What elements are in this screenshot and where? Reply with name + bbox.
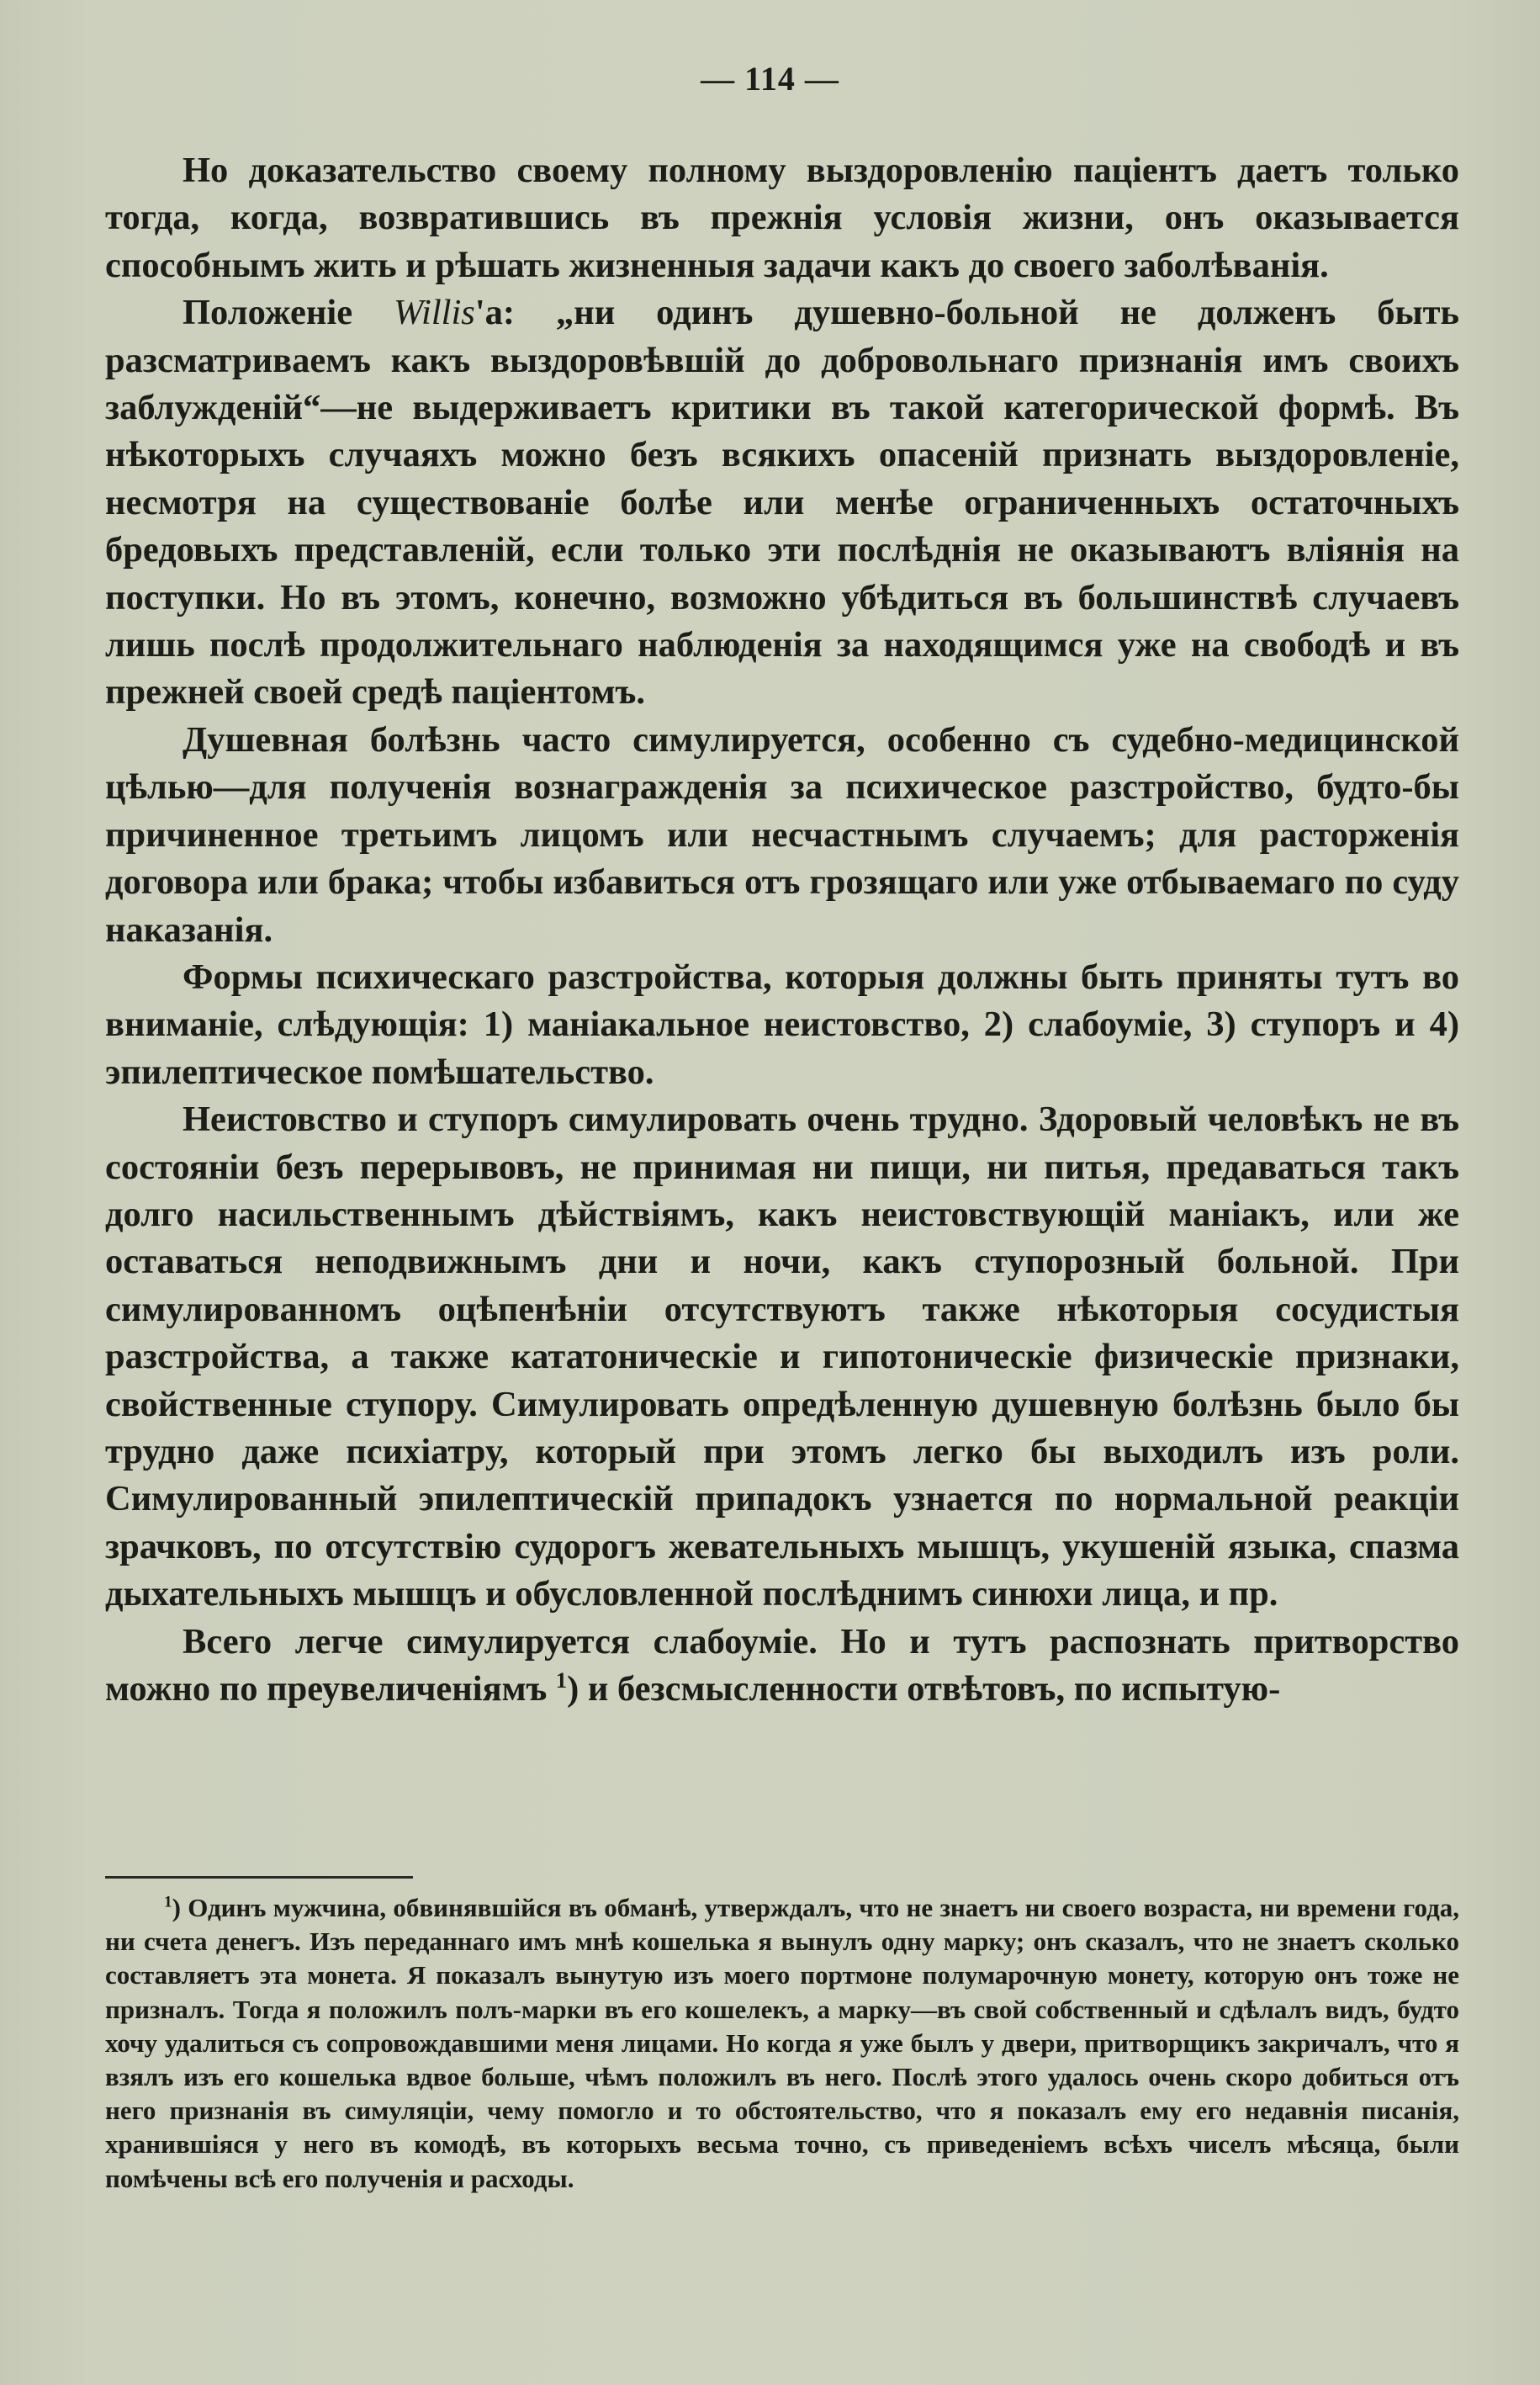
main-text <box>105 147 1459 1713</box>
paragraph-2-start: Положеніе <box>183 293 394 333</box>
paragraph-2 <box>105 289 1459 717</box>
paragraph-6-rest: ) и безсмысленности отвѣтовъ, по испытую- <box>567 1669 1281 1709</box>
author-name-willis: Willis <box>394 293 475 333</box>
paragraph-3: Душевная болѣзнь часто симулируется, особенно съ судебно-медицинской цѣлью—для полученія вознагражденія за психическое разстройство, будто-бы причиненное третьимъ лицомъ или несчастнымъ случаемъ; для расторженія договора или брака; чтобы избавиться отъ грозящаго или уже отбываемаго по суду наказанія. <box>105 719 1459 950</box>
paragraph-6 <box>105 1619 1459 1714</box>
paragraph-1: Но доказательство своему полному выздоровленію паціентъ даетъ только тогда, когда, возвратившись въ прежнія условія жизни, онъ оказывается способнымъ жить и рѣшать жизненныя задачи какъ до своего заболѣванія. <box>105 151 1459 285</box>
page-number: — 114 — <box>701 60 839 98</box>
footnote-1-text: ) Одинъ мужчина, обвинявшійся въ обманѣ, утверждалъ, что не знаетъ ни своего возраста, ни времени года, ни счета денегъ. Изъ переданнаго имъ мнѣ кошелька я вынулъ одну марку; онъ сказалъ, что не знаетъ сколько составляетъ эта монета. Я показалъ вынутую изъ моего портмоне полумарочную монету, которую онъ тоже не призналъ. Тогда я положилъ полъ-марки въ его кошелекъ, а марку—въ свой собственный и сдѣлалъ видъ, будто хочу удалиться съ сопровождавшими меня лицами. Но когда я уже былъ у двери, притворщикъ закричалъ, что я взялъ изъ его кошелька вдвое больше, чѣмъ положилъ въ него. Послѣ этого удалось очень скоро добиться отъ него признанія въ симуляціи, чему помогло и то обстоятельство, что я показалъ ему его недавнія писанія, хранившіяся у него въ комодѣ, въ которыхъ весьма точно, съ приведеніемъ всѣхъ чиселъ мѣсяца, были помѣчены всѣ его полученія и расходы. <box>105 1893 1459 2193</box>
footnote-marker: 1 <box>164 1893 172 1911</box>
footnote-reference[interactable]: 1 <box>555 1667 568 1693</box>
paragraph-4: Формы психическаго разстройства, которыя должны быть приняты тутъ во вниманіе, слѣдующія: 1) маніакальное неистовство, 2) слабоуміе, 3) ступоръ и 4) эпилептическое помѣшательство. <box>105 957 1459 1092</box>
footnotes-section <box>105 1891 1459 2196</box>
paragraph-5: Неистовство и ступоръ симулировать очень трудно. Здоровый человѣкъ не въ состояніи безъ перерывовъ, не принимая ни пищи, ни питья, предаваться такъ долго насильственнымъ дѣйствіямъ, какъ неистовствующій маніакъ, или же оставаться неподвижнымъ дни и ночи, какъ ступорозный больной. При симулированномъ оцѣпенѣніи отсутствуютъ также нѣкоторыя сосудистыя разстройства, а также кататоническіе и гипотоническіе физическіе признаки, свойственные ступору. Симулировать опредѣленную душевную болѣзнь было бы трудно даже психіатру, который при этомъ легко бы выходилъ изъ роли. Симулированный эпилептическій припадокъ узнается по нормальной реакціи зрачковъ, по отсутствію судорогъ жевательныхъ мышцъ, укушеній языка, спазма дыхательныхъ мышцъ и обусловленной послѣднимъ синюхи лица, и пр. <box>105 1100 1459 1614</box>
footnote-divider <box>105 1876 413 1879</box>
footnote-1 <box>105 1891 1459 2196</box>
paragraph-6-start: Всего легче симулируется слабоуміе. Но и тутъ распознать притворство можно по преувеличеніямъ <box>105 1621 1459 1709</box>
paragraph-2-rest: 'а: „ни одинъ душевно-больной не долженъ быть разсматриваемъ какъ выздоровѣвшій до добровольнаго признанія имъ своихъ заблужденій“—не выдерживаетъ критики въ такой категорической формѣ. Въ нѣкоторыхъ случаяхъ можно безъ всякихъ опасеній признать выздоровленіе, несмотря на существованіе болѣе или менѣе ограниченныхъ остаточныхъ бредовыхъ представленій, если только эти послѣднія не оказываютъ вліянія на поступки. Но въ этомъ, конечно, возможно убѣдиться въ большинствѣ случаевъ лишь послѣ продолжительнаго наблюденія за находящимся уже на свободѣ и въ прежней своей средѣ паціентомъ. <box>105 293 1459 713</box>
